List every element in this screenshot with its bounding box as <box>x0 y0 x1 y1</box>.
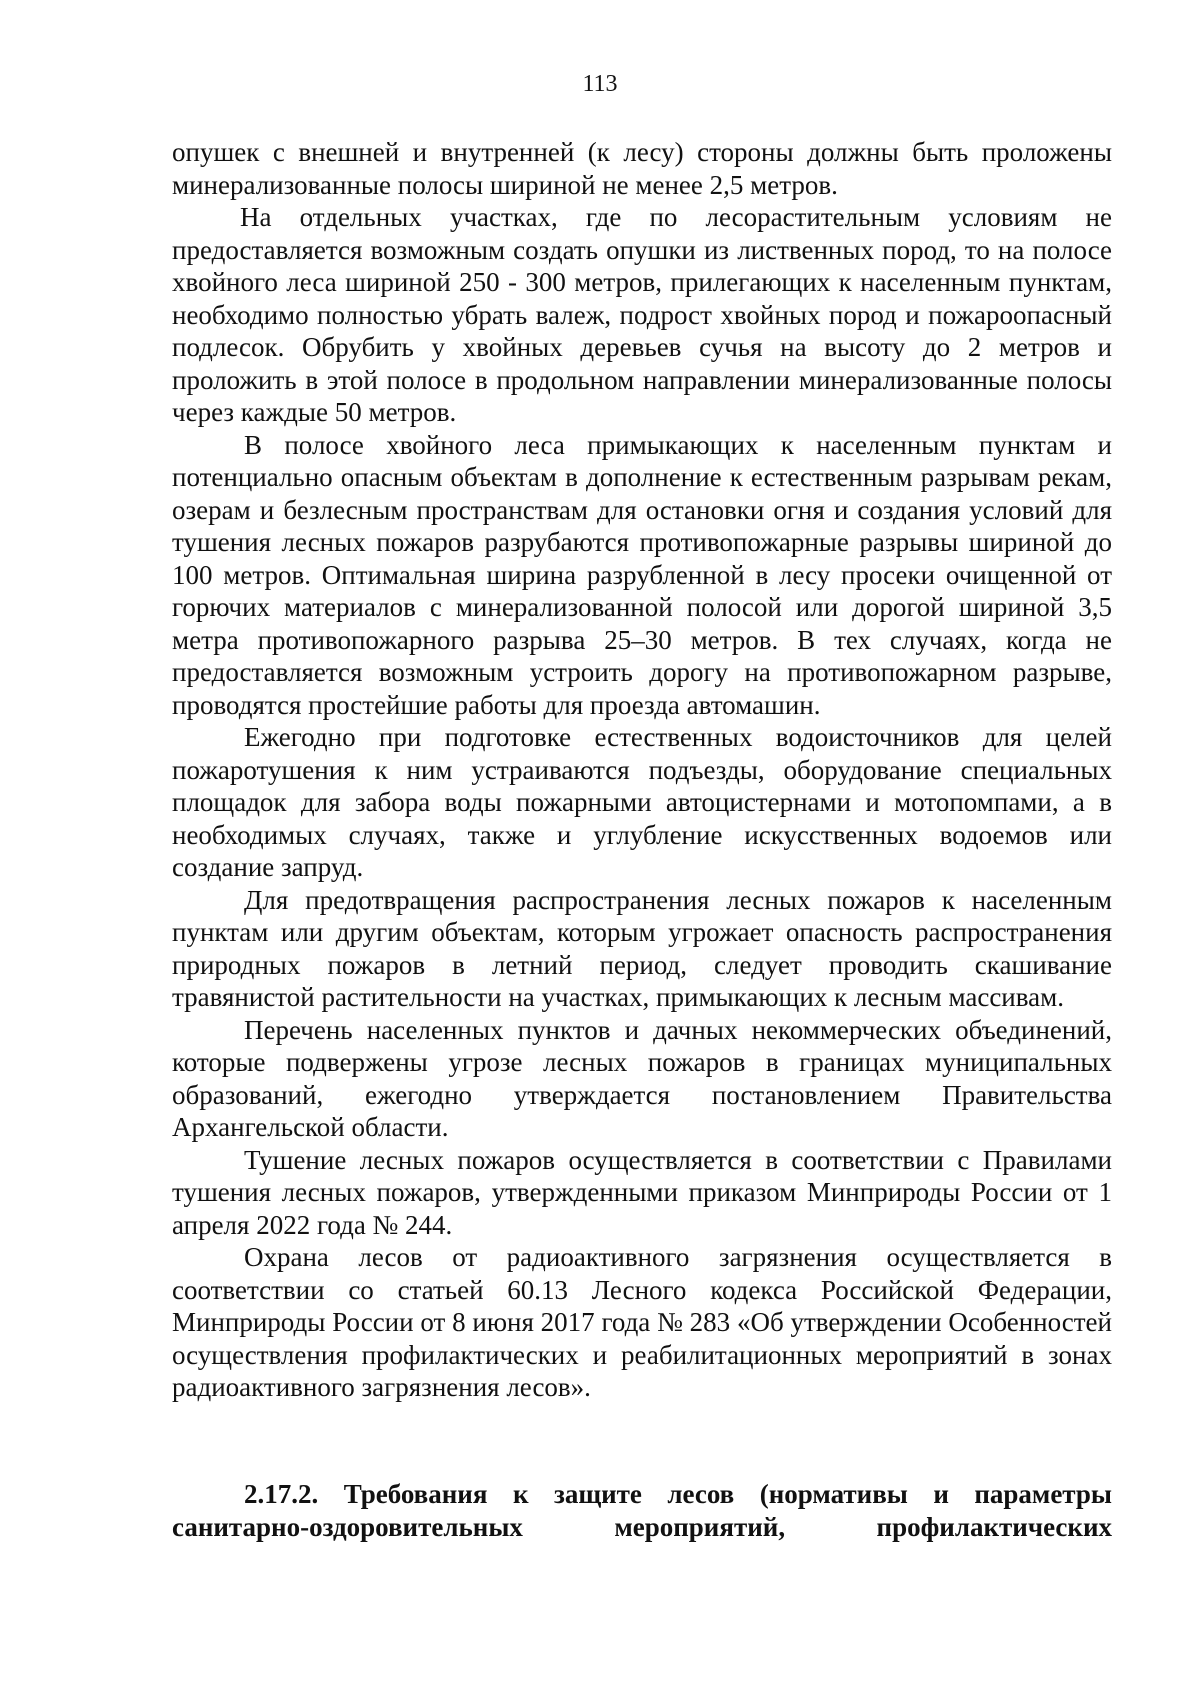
paragraph-settlements-list: Перечень населенных пунктов и дачных некоммерческих объединений, которые подвержены угрозе лесных пожаров в границах муниципальных образований, ежегодно утверждается постановлением Правительства Архангельской области. <box>172 1014 1112 1142</box>
paragraph-water-sources: Ежегодно при подготовке естественных водоисточников для целей пожаротушения к ним устраиваются подъезды, оборудование специальных площадок для забора воды пожарными автоцистернами и мотопомпами, а в необходимых случаях, также и углубление искусственных водоемов или создание запруд. <box>172 722 1112 882</box>
paragraph-radioactive-protection: Охрана лесов от радиоактивного загрязнения осуществляется в соответствии со статьей 60.13 Лесного кодекса Российской Федерации, Минприроды России от 8 июня 2017 года № 283 «Об утверждении Особенностей осуществления профилактических и реабилитационных мероприятий в зонах радиоактивного загрязнения лесов». <box>172 1242 1112 1402</box>
paragraph-continuation: опушек с внешней и внутренней (к лесу) стороны должны быть проложены минерализованные полосы шириной не менее 2,5 метров. <box>172 137 1112 200</box>
paragraph-firefighting-rules: Тушение лесных пожаров осуществляется в соответствии с Правилами тушения лесных пожаров, утвержденными приказом Минприроды России от 1 апреля 2022 года № 244. <box>172 1144 1112 1240</box>
paragraph-firebreaks: В полосе хвойного леса примыкающих к населенным пунктам и потенциально опасным объектам в дополнение к естественным разрывам рекам, озерам и безлесным пространствам для остановки огня и создания условий для тушения лесных пожаров разрубаются противопожарные разрывы шириной до 100 метров. Оптимальная ширина разрубленной в лесу просеки очищенной от горючих материалов с минерализованной полосой или дорогой шириной 3,5 метра противопожарного разрыва 25–30 метров. В тех случаях, когда не предоставляется возможным устроить дорогу на противопожарном разрыве, проводятся простейшие работы для проезда автомашин. <box>172 429 1112 720</box>
page-number: 113 <box>582 71 618 97</box>
section-heading: 2.17.2. Требования к защите лесов (нормативы и параметры санитарно-оздоровительных мероприятий, профилактических <box>172 1479 1112 1542</box>
body-text <box>172 136 1112 1404</box>
paragraph-grass-mowing: Для предотвращения распространения лесных пожаров к населенным пунктам или другим объектам, которым угрожает опасность распространения природных пожаров в летний период, следует проводить скашивание травянистой растительности на участках, примыкающих к лесным массивам. <box>172 884 1112 1012</box>
paragraph-clearing-rules: На отдельных участках, где по лесорастительным условиям не предоставляется возможным создать опушки из лиственных пород, то на полосе хвойного леса шириной 250 - 300 метров, прилегающих к населенным пунктам, необходимо полностью убрать валеж, подрост хвойных пород и пожароопасный подлесок. Обрубить у хвойных деревьев сучья на высоту до 2 метров и проложить в этой полосе в продольном направлении минерализованные полосы через каждые 50 метров. <box>172 202 1112 427</box>
